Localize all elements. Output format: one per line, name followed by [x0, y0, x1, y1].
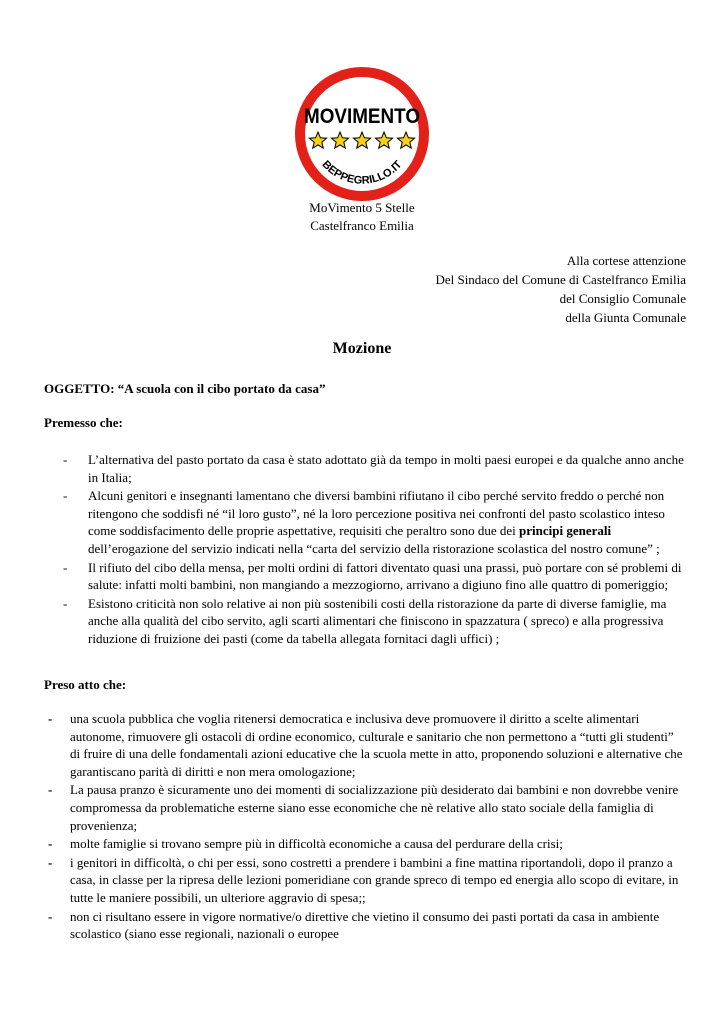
sender-city: Castelfranco Emilia: [310, 218, 414, 233]
list-item: [88, 487, 688, 557]
list-item: - una scuola pubblica che voglia ritenersi democratica e inclusiva deve promuovere il diritto a scelte alimentari autonome, rimuovere gli ostacoli di ordine economico, culturale e sanitario che non permettono a “tutti gli studenti” di fruire di una delle fondamentali azioni educative che la scuola mette in atto, proponendo soluzioni e alternative che garantiscano parità di diritti e non mera omologazione;: [70, 710, 686, 780]
list-item: - i genitori in difficoltà, o chi per essi, sono costretti a prendere i bambini a fine mattina riportandoli, dopo il pranzo a casa, in classe per la ripresa delle lezioni pomeridiane con grande spreco di tempo ed energia allo scopo di evitare, in tutte le maniere possibili, un ulteriore aggravio di spesa;;: [70, 854, 686, 907]
recipient-line: del Consiglio Comunale: [559, 291, 686, 306]
movimento-5-stelle-logo: [290, 62, 434, 206]
recipient-block: [435, 251, 686, 327]
svg-text:MOVIMENTO: MOVIMENTO: [304, 105, 420, 128]
preso-atto-list: [70, 710, 686, 943]
list-item: - La pausa pranzo è sicuramente uno dei momenti di socializzazione più desiderato dai bambini e non dovrebbe venire compromessa da problematiche esterne siano esse economiche che nè relative allo stato sociale della famiglia di provenienza;: [70, 781, 686, 834]
list-item: - Il rifiuto del cibo della mensa, per molti ordini di fattori diventato quasi una prassi, può portare con sé problemi di salute: infatti molti bambini, non mangiando a mezzogiorno, arrivano a digiuno fino alle quattro di pomeriggio;: [88, 559, 688, 594]
document-title: Mozione: [332, 340, 392, 357]
list-item-text: Alcuni genitori e insegnanti lamentano che diversi bambini rifiutano il cibo perché servito freddo o perché non ritengono che soddisfi né “il loro gusto”, né la loro percezione positiva nei confronti del pasto scolastico inteso come soddisfacimento delle proprie aspettative, requisiti che peraltro sono due dei: [88, 488, 665, 539]
sender-block: [262, 199, 462, 235]
list-item: - L’alternativa del pasto portato da casa è stato adottato già da tempo in molti paesi europei e da qualche anno anche in Italia;: [88, 451, 688, 486]
recipient-line: della Giunta Comunale: [565, 310, 686, 325]
recipient-line: Alla cortese attenzione: [566, 253, 686, 268]
svg-text:BEPPEGRILLO.IT: BEPPEGRILLO.IT: [319, 158, 405, 187]
recipient-line: Del Sindaco del Comune di Castelfranco Emilia: [435, 272, 686, 287]
list-item: - non ci risultano essere in vigore normative/o direttive che vietino il consumo dei pasti portati da casa in ambiente scolastico (siano esse regionali, nazionali o europee: [70, 908, 686, 943]
list-item: - Esistono criticità non solo relative ai non più sostenibili costi della ristorazione da parte di diverse famiglie, ma anche alla qualità del cibo servito, agli scarti alimentari che finiscono in spazzatura ( spreco) e alla progressiva riduzione di fruizione dei pasti (come da tabella allegata fornitaci dagli uffici) ;: [88, 595, 688, 648]
premesso-list: [88, 451, 688, 648]
section-heading-premesso: Premesso che:: [44, 415, 123, 430]
list-item-text: dell’erogazione del servizio indicati nella “carta del servizio della ristorazione scolastica del nostro comune” ;: [88, 540, 660, 556]
emphasis-text: principi generali: [519, 523, 612, 539]
subject-line: OGGETTO: “A scuola con il cibo portato da casa”: [44, 381, 326, 396]
sender-name: MoVimento 5 Stelle: [309, 200, 415, 215]
section-heading-preso-atto: Preso atto che:: [44, 677, 127, 692]
list-item: - molte famiglie si trovano sempre più in difficoltà economiche a causa del perdurare della crisi;: [70, 835, 686, 853]
